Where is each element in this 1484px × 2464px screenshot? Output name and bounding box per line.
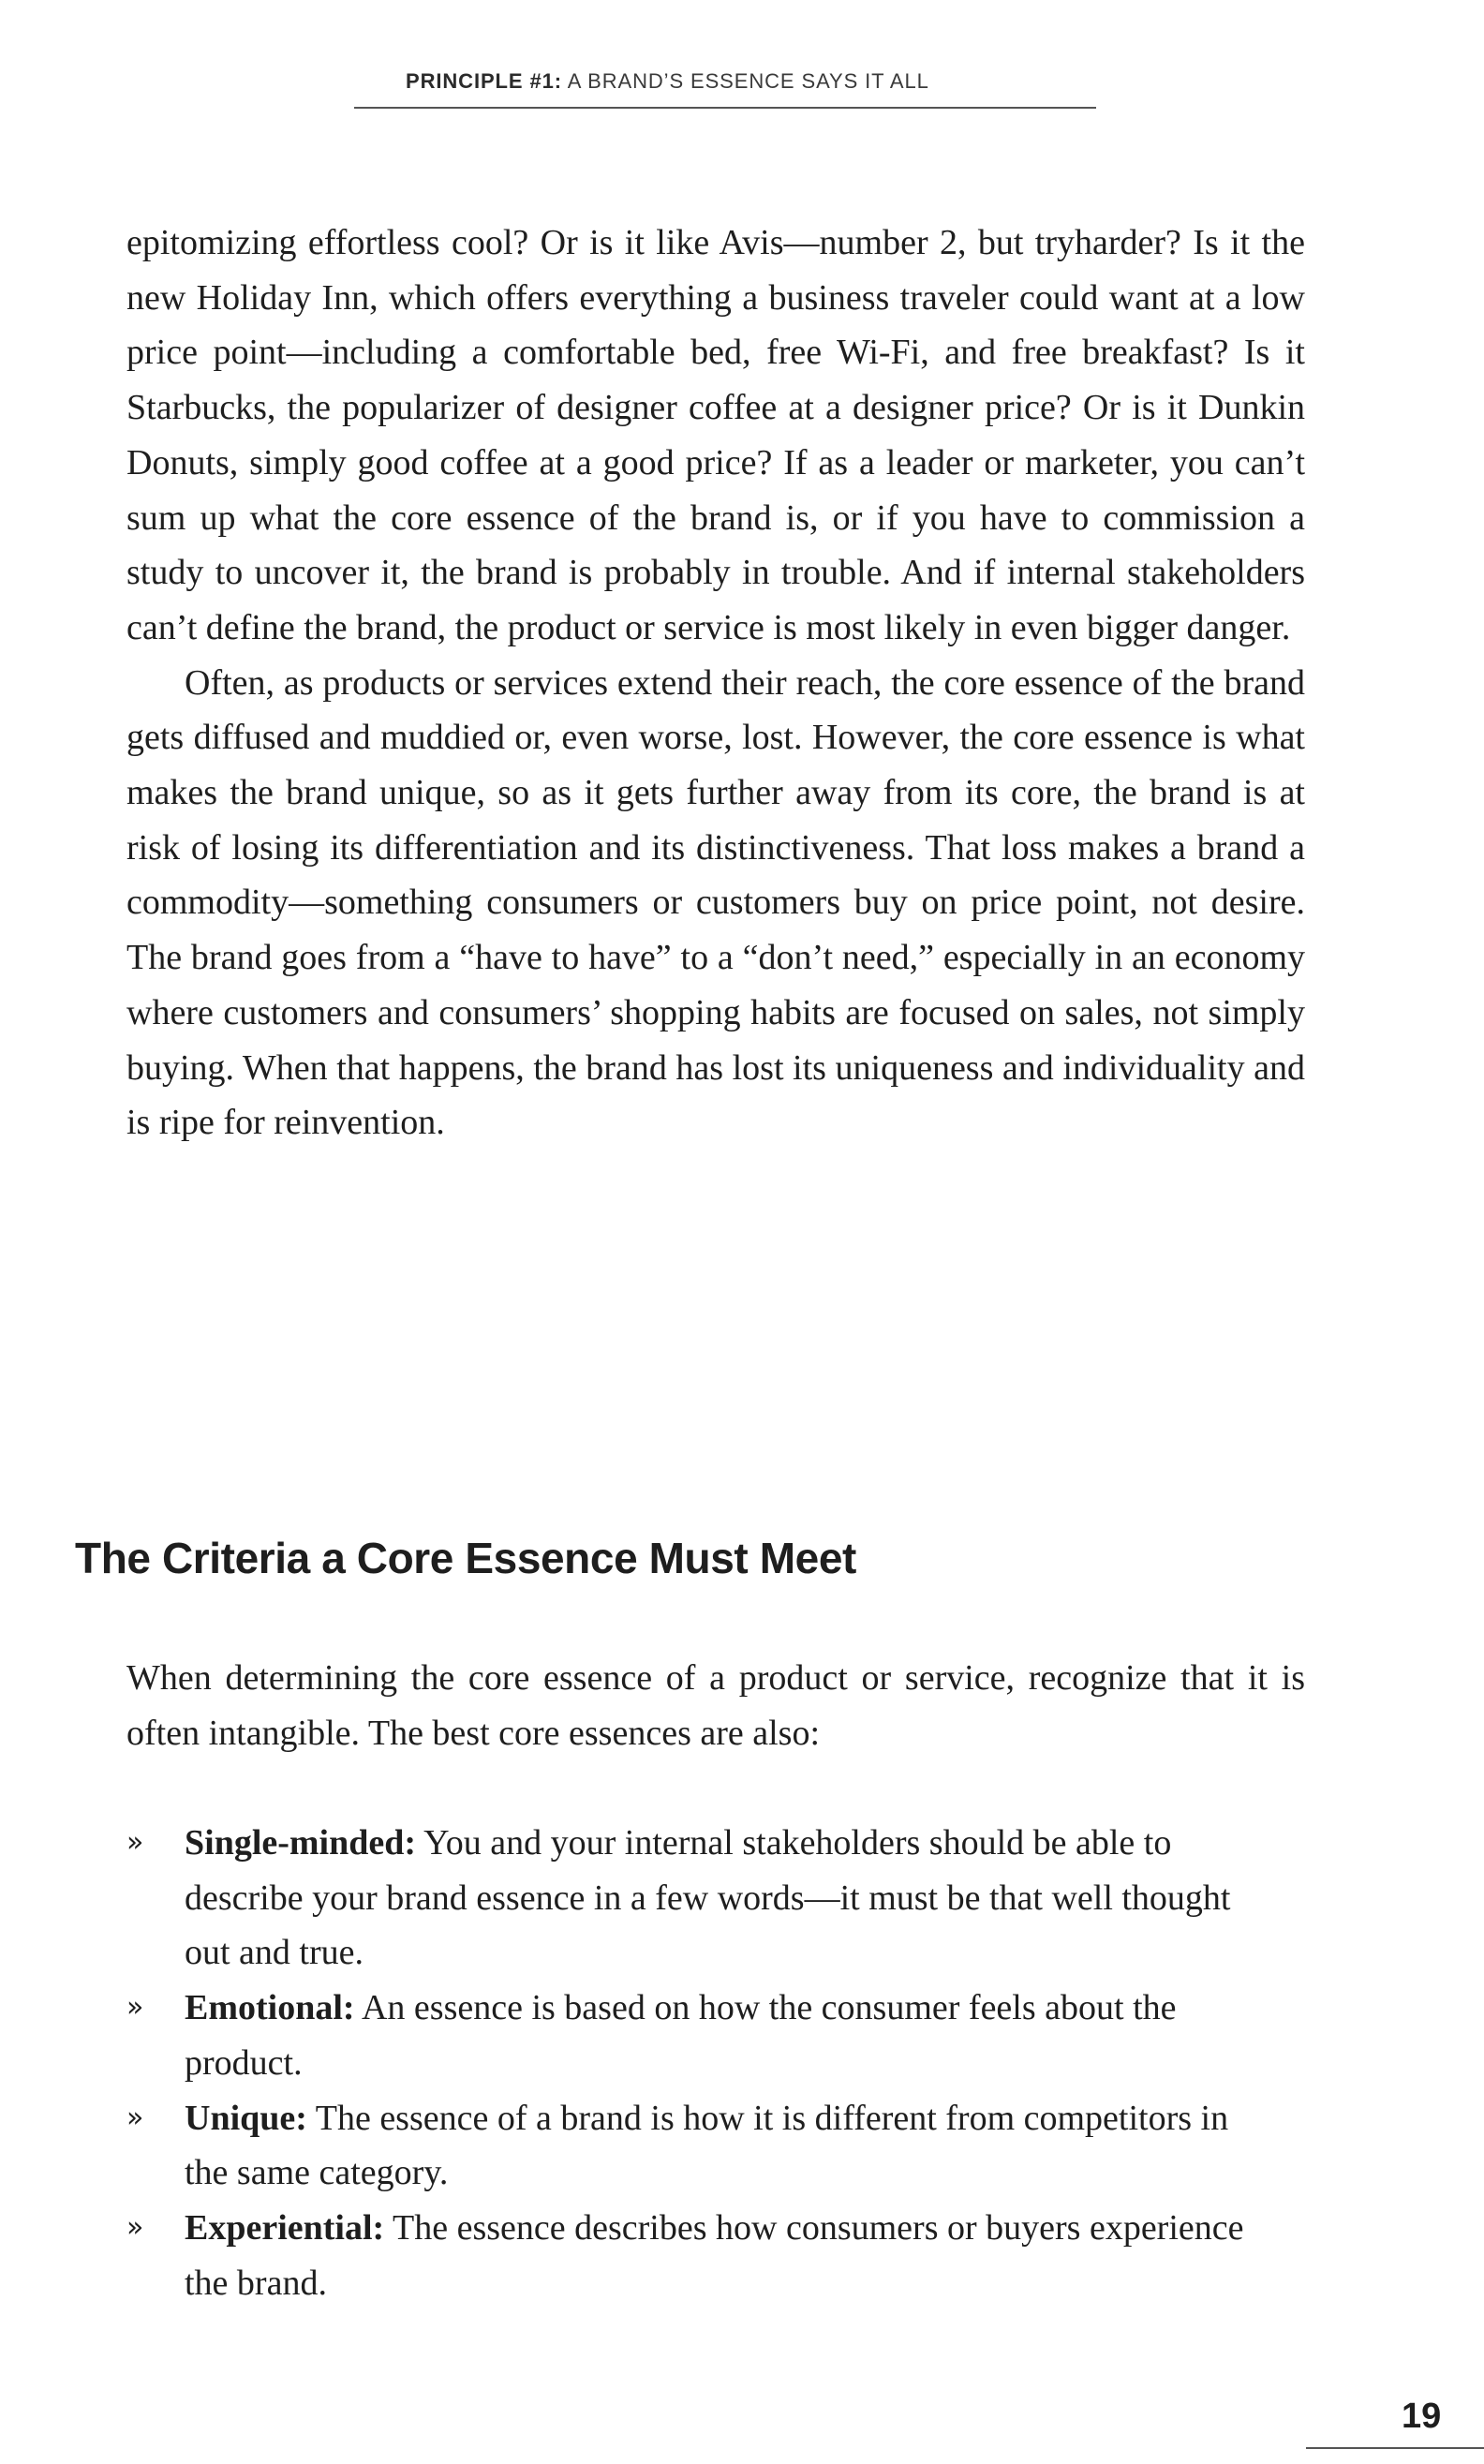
footer-rule xyxy=(1306,2447,1484,2449)
criteria-term: Single-minded: xyxy=(185,1823,417,1863)
criteria-term: Emotional: xyxy=(185,1988,355,2028)
body-paragraph-1: epitomizing effortless cool? Or is it like Avis—number 2, but tryharder? Is it the new Holiday Inn, which offers everything a business traveler could want at a low price point—including a comfortable bed, free Wi-Fi, and free breakfast? Is it Starbucks, the popularizer of designer coffee at a designer price? Or is it Dunkin Donuts, simply good coffee at a good price? If as a leader or marketer, you can’t sum up what the core essence of the brand is, or if you have to commission a study to uncover it, the brand is probably in trouble. And if internal stakeholders can’t define the brand, the product or service is most likely in even bigger danger. xyxy=(126,223,1305,647)
body-text xyxy=(126,215,1305,1150)
criteria-item-single-minded xyxy=(126,1816,1271,1981)
running-header-title: A BRAND’S ESSENCE SAYS IT ALL xyxy=(567,69,929,93)
page-number: 19 xyxy=(1402,2397,1442,2436)
running-header-principle: PRINCIPLE #1: xyxy=(406,69,562,93)
bullet-chevron-icon: » xyxy=(126,2100,144,2134)
bullet-chevron-icon: » xyxy=(126,2210,144,2244)
running-header xyxy=(406,71,929,92)
bullet-chevron-icon: » xyxy=(126,1826,144,1859)
criteria-item-unique xyxy=(126,2091,1271,2201)
criteria-item-emotional xyxy=(126,1981,1271,2090)
header-rule xyxy=(354,107,1096,109)
body-paragraph-2: Often, as products or services extend their reach, the core essence of the brand gets diffused and muddied or, even worse, lost. However, the core essence is what makes the brand unique, so as it gets further away from its core, the brand is at risk of losing its differentiation and its distinctiveness. That loss makes a brand a commodity—something consumers or customers buy on price point, not desire. The brand goes from a “have to have” to a “don’t need,” especially in an economy where customers and consumers’ shopping habits are focused on sales, not simply buying. When that happens, the brand has lost its uniqueness and individuality and is ripe for reinvention. xyxy=(126,662,1305,1143)
criteria-description: You and your internal stakeholders should be able to describe your brand essence in a few words—it must be that well thought out and true. xyxy=(185,1823,1231,1973)
criteria-item-experiential xyxy=(126,2201,1271,2310)
criteria-list xyxy=(126,1816,1271,2310)
criteria-description: The essence of a brand is how it is different from competitors in the same category. xyxy=(185,2098,1229,2193)
criteria-description: An essence is based on how the consumer feels about the product. xyxy=(185,1988,1177,2083)
section-intro-paragraph: When determining the core essence of a product or service, recognize that it is often intangible. The best core essences are also: xyxy=(126,1658,1305,1753)
criteria-term: Experiential: xyxy=(185,2207,385,2248)
criteria-term: Unique: xyxy=(185,2098,307,2138)
section-heading: The Criteria a Core Essence Must Meet xyxy=(75,1534,856,1582)
criteria-description: The essence describes how consumers or buyers experience the brand. xyxy=(185,2207,1244,2303)
bullet-chevron-icon: » xyxy=(126,1991,144,2025)
